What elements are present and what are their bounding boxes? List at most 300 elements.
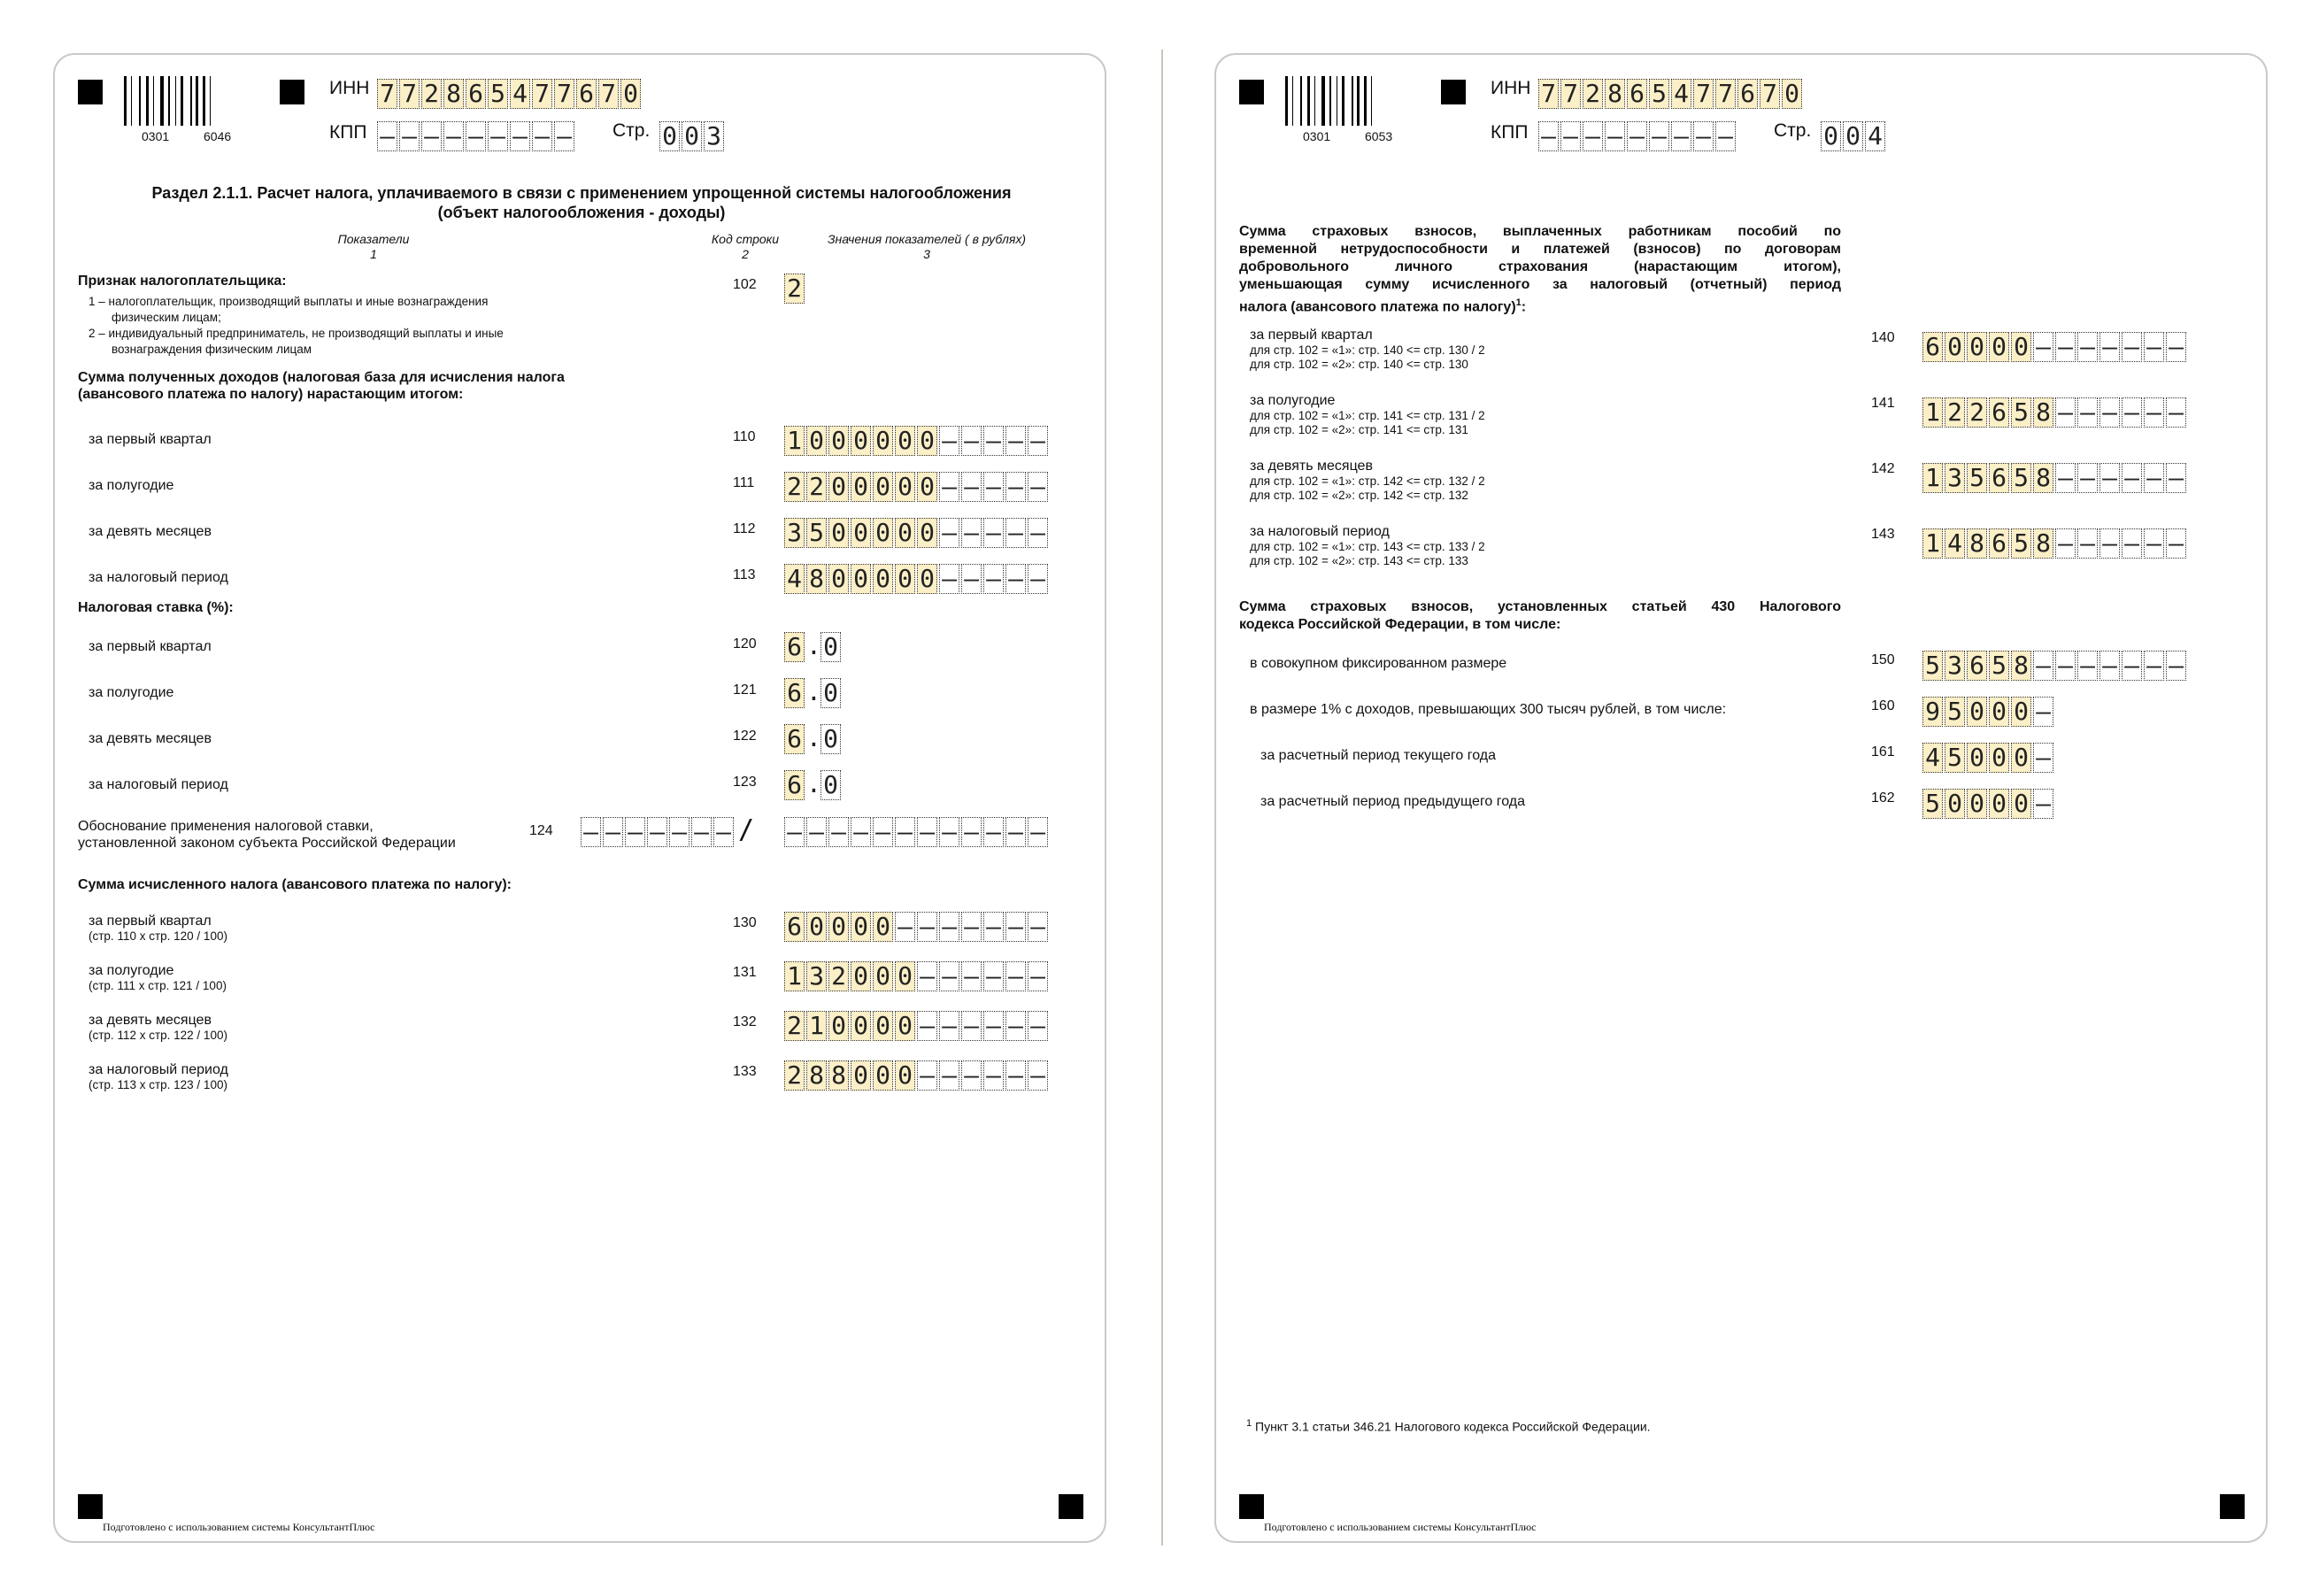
char-cell: – xyxy=(2099,332,2120,362)
char-cell: – xyxy=(1693,121,1714,151)
char-cell: 0 xyxy=(1945,789,1965,819)
line-code: 141 xyxy=(1871,396,1895,411)
line-code: 132 xyxy=(733,1014,757,1029)
char-cell: – xyxy=(2055,651,2076,681)
barcode-bar xyxy=(210,76,212,126)
paid-row-label: за полугодие для стр. 102 = «1»: стр. 141 <= стр. 131 / 2 для стр. 102 = «2»: стр. 141 <= стр. 131 xyxy=(1250,393,1485,436)
alignment-mark xyxy=(78,80,103,104)
char-cell: 7 xyxy=(598,79,619,109)
barcode-bar xyxy=(1357,76,1360,126)
barcode-bar xyxy=(1329,76,1331,126)
barcode-number-right: 6046 xyxy=(204,129,232,143)
char-cell: 0 xyxy=(851,1060,871,1091)
inn-field[interactable] xyxy=(1538,79,1804,109)
fixed-row-label: в размере 1% с доходов, превышающих 300 тысяч рублей, в том числе: xyxy=(1250,702,1727,717)
char-cell: 5 xyxy=(2011,397,2031,428)
char-cell: – xyxy=(851,817,871,847)
char-cell: – xyxy=(1583,121,1603,151)
char-cell: – xyxy=(939,426,959,456)
char-cell: 0 xyxy=(1989,743,2009,773)
char-cell: 0 xyxy=(1945,332,1965,362)
char-cell: 0 xyxy=(851,912,871,942)
barcode-bar xyxy=(1364,76,1367,126)
char-cell: 0 xyxy=(873,1011,893,1041)
char-cell: – xyxy=(1028,564,1048,594)
char-cell: – xyxy=(603,817,623,847)
char-cell: 2 xyxy=(784,274,805,304)
section-subtitle: (объект налогообложения - доходы) xyxy=(437,204,726,221)
char-cell: – xyxy=(399,121,420,151)
rate-value-field[interactable] xyxy=(784,678,843,708)
char-cell: – xyxy=(961,817,982,847)
kpp-label: КПП xyxy=(1491,122,1529,143)
char-cell: – xyxy=(2033,789,2053,819)
paid-contributions-title: Сумма страховых взносов, выплаченных работникам пособий по временной нетрудоспособности и платежей (взносов) по договорам добровольного личного страхования (нарастающим итогом), уменьшающая сумму исчисленного за налоговый (отчетный) период налога (авансового платежа по налогу)$^1$: xyxy=(1239,224,1841,315)
char-cell: 0 xyxy=(828,912,849,942)
fixed-value-field[interactable] xyxy=(1922,743,2055,773)
line-code: 131 xyxy=(733,965,757,980)
char-cell: 2 xyxy=(1945,397,1965,428)
char-cell: – xyxy=(1715,121,1736,151)
paid-value-field[interactable] xyxy=(1922,397,2188,428)
column-header-1: Показатели 1 xyxy=(337,232,410,261)
char-cell: – xyxy=(1028,912,1048,942)
char-cell: 0 xyxy=(2011,789,2031,819)
alignment-mark xyxy=(1239,1494,1264,1519)
char-cell: – xyxy=(2122,528,2142,559)
char-cell: 6 xyxy=(1989,463,2009,493)
char-cell: 0 xyxy=(1989,789,2009,819)
char-cell: – xyxy=(917,1011,937,1041)
char-cell: – xyxy=(443,121,464,151)
calc-row-label: за полугодие (стр. 111 х стр. 121 / 100) xyxy=(89,963,227,992)
char-cell: 0 xyxy=(917,518,937,548)
char-cell: – xyxy=(873,817,893,847)
char-cell: – xyxy=(2166,528,2186,559)
income-title: Сумма полученных доходов (налоговая база для исчисления налога (авансового платежа по налогу) нарастающим итогом: xyxy=(78,370,565,402)
char-cell: 3 xyxy=(704,121,724,151)
char-cell: – xyxy=(917,1060,937,1091)
char-cell: – xyxy=(983,472,1004,502)
char-cell: 6 xyxy=(784,912,805,942)
char-cell: – xyxy=(2166,651,2186,681)
char-cell: – xyxy=(784,817,805,847)
char-cell: – xyxy=(1005,1060,1026,1091)
page-divider xyxy=(1161,50,1163,1546)
char-cell: – xyxy=(1005,564,1026,594)
char-cell: 6 xyxy=(576,79,597,109)
char-cell: – xyxy=(2144,651,2164,681)
char-cell: – xyxy=(421,121,442,151)
rate-value-field[interactable] xyxy=(784,632,843,662)
char-cell: – xyxy=(939,817,959,847)
char-cell: 6 xyxy=(1989,528,2009,559)
footer-note: Подготовлено с использованием системы КонсультантПлюс xyxy=(103,1521,375,1533)
footnote: $^1$ Пункт 3.1 статьи 346.21 Налогового кодекса Российской Федерации. xyxy=(1246,1418,1651,1434)
char-cell: 6 xyxy=(784,770,805,800)
char-cell: 0 xyxy=(895,1060,915,1091)
char-cell: 0 xyxy=(1967,743,1987,773)
char-cell: 5 xyxy=(1922,651,1943,681)
char-cell: 4 xyxy=(1865,121,1885,151)
rate-value-field[interactable] xyxy=(784,724,843,754)
rate-row-label: за полугодие xyxy=(89,685,174,700)
char-cell: – xyxy=(691,817,712,847)
char-cell: – xyxy=(895,912,915,942)
char-cell: – xyxy=(713,817,734,847)
char-cell: – xyxy=(1560,121,1581,151)
decimal-point: . xyxy=(806,723,821,752)
kpp-field[interactable] xyxy=(377,121,576,151)
kpp-field[interactable] xyxy=(1538,121,1737,151)
char-cell: – xyxy=(377,121,397,151)
line-code: 123 xyxy=(733,775,757,790)
char-cell: 7 xyxy=(1693,79,1714,109)
char-cell: – xyxy=(939,1011,959,1041)
barcode-bar xyxy=(1337,76,1338,126)
taxpayer-sign-title: Признак налогоплательщика: xyxy=(78,274,287,289)
char-cell: 2 xyxy=(806,472,827,502)
barcode-bar xyxy=(190,76,192,126)
char-cell: – xyxy=(939,1060,959,1091)
char-cell: 6 xyxy=(1967,651,1987,681)
char-cell: 6 xyxy=(784,632,805,662)
char-cell: – xyxy=(2144,463,2164,493)
char-cell: – xyxy=(1005,817,1026,847)
char-cell: – xyxy=(939,472,959,502)
calc-value-field[interactable] xyxy=(784,961,1050,991)
alignment-mark xyxy=(78,1494,103,1519)
char-cell: 0 xyxy=(851,1011,871,1041)
char-cell: 8 xyxy=(806,564,827,594)
char-cell: 0 xyxy=(895,961,915,991)
char-cell: – xyxy=(1005,1011,1026,1041)
rate-basis-field-1[interactable] xyxy=(581,817,736,847)
char-cell: – xyxy=(510,121,530,151)
char-cell: 5 xyxy=(1989,651,2009,681)
line-code: 111 xyxy=(733,475,755,490)
barcode-bar xyxy=(1321,76,1326,126)
char-cell: – xyxy=(1028,518,1048,548)
fixed-value-field[interactable] xyxy=(1922,651,2188,681)
char-cell: 0 xyxy=(895,472,915,502)
char-cell: – xyxy=(2077,332,2098,362)
char-cell: 0 xyxy=(851,961,871,991)
char-cell: 0 xyxy=(873,1060,893,1091)
line-code: 122 xyxy=(733,729,757,744)
rate-title: Налоговая ставка (%): xyxy=(78,600,234,615)
income-row-label: за первый квартал xyxy=(89,432,212,447)
char-cell: 6 xyxy=(1737,79,1758,109)
char-cell: – xyxy=(895,817,915,847)
char-cell: 8 xyxy=(806,1060,827,1091)
char-cell: 3 xyxy=(1945,463,1965,493)
char-cell: 8 xyxy=(443,79,464,109)
char-cell: – xyxy=(2099,528,2120,559)
income-row-label: за девять месяцев xyxy=(89,524,212,539)
char-cell: 0 xyxy=(2011,743,2031,773)
char-cell: – xyxy=(1627,121,1647,151)
char-cell: – xyxy=(2055,463,2076,493)
char-cell: 0 xyxy=(620,79,641,109)
char-cell: – xyxy=(2099,651,2120,681)
char-cell: – xyxy=(983,912,1004,942)
char-cell: 0 xyxy=(1989,332,2009,362)
barcode-number-left: 0301 xyxy=(142,129,170,143)
barcode-bar xyxy=(1371,76,1373,126)
calc-value-field[interactable] xyxy=(784,912,1050,942)
barcode-number-left: 0301 xyxy=(1303,129,1331,143)
char-cell: 0 xyxy=(1782,79,1802,109)
char-cell: – xyxy=(1028,961,1048,991)
char-cell: – xyxy=(1005,961,1026,991)
char-cell: – xyxy=(961,1060,982,1091)
barcode-bar xyxy=(146,76,149,126)
char-cell: 8 xyxy=(1967,528,1987,559)
barcode-bar xyxy=(124,76,127,126)
char-cell: – xyxy=(1649,121,1669,151)
page-number-label: Стр. xyxy=(612,120,651,141)
line-code: 113 xyxy=(733,567,756,582)
barcode-bar xyxy=(175,76,177,126)
char-cell: 0 xyxy=(821,770,841,800)
char-cell: 2 xyxy=(1583,79,1603,109)
calc-value-field[interactable] xyxy=(784,1060,1050,1091)
rate-basis-field-2[interactable] xyxy=(784,817,1050,847)
alignment-mark xyxy=(1059,1494,1083,1519)
char-cell: 3 xyxy=(1945,651,1965,681)
income-value-field[interactable] xyxy=(784,426,1050,456)
barcode-bar xyxy=(139,76,141,126)
char-cell: 4 xyxy=(784,564,805,594)
char-cell: – xyxy=(1005,912,1026,942)
char-cell: – xyxy=(983,518,1004,548)
char-cell: 0 xyxy=(1967,789,1987,819)
taxpayer-sign-field[interactable] xyxy=(784,274,806,304)
line-code: 140 xyxy=(1871,330,1895,345)
rate-basis-label: Обоснование применения налоговой ставки, установленной законом субъекта Российской Федерации xyxy=(78,819,456,851)
char-cell: 0 xyxy=(873,518,893,548)
decimal-point: . xyxy=(806,631,821,660)
char-cell: 0 xyxy=(873,426,893,456)
line-code: 121 xyxy=(733,682,757,698)
line-code: 162 xyxy=(1871,790,1895,806)
page-number-field xyxy=(659,121,726,151)
char-cell: 8 xyxy=(2033,528,2053,559)
char-cell: – xyxy=(2166,463,2186,493)
char-cell: – xyxy=(2122,463,2142,493)
column-header-3: Значения показателей ( в рублях) 3 xyxy=(827,232,1027,261)
char-cell: 0 xyxy=(873,961,893,991)
income-value-field[interactable] xyxy=(784,472,1050,502)
char-cell: 6 xyxy=(784,724,805,754)
char-cell: 0 xyxy=(659,121,680,151)
inn-field[interactable] xyxy=(377,79,643,109)
barcode xyxy=(1285,76,1363,126)
char-cell: – xyxy=(961,426,982,456)
char-cell: – xyxy=(983,1060,1004,1091)
rate-row-label: за первый квартал xyxy=(89,639,212,654)
char-cell: 0 xyxy=(917,564,937,594)
char-cell: – xyxy=(939,518,959,548)
paid-value-field[interactable] xyxy=(1922,528,2188,559)
char-cell: 1 xyxy=(784,961,805,991)
line-code: 102 xyxy=(733,277,757,292)
income-row-label: за налоговый период xyxy=(89,570,228,585)
char-cell: 1 xyxy=(806,1011,827,1041)
char-cell: – xyxy=(1005,518,1026,548)
char-cell: 8 xyxy=(2033,463,2053,493)
fixed-row-label: за расчетный период текущего года xyxy=(1260,748,1496,763)
char-cell: – xyxy=(1005,472,1026,502)
char-cell: 0 xyxy=(873,472,893,502)
char-cell: 0 xyxy=(873,912,893,942)
kpp-label: КПП xyxy=(329,122,367,143)
char-cell: 6 xyxy=(466,79,486,109)
char-cell: 0 xyxy=(851,472,871,502)
char-cell: – xyxy=(939,961,959,991)
char-cell: 0 xyxy=(821,724,841,754)
fixed-value-field[interactable] xyxy=(1922,697,2055,727)
char-cell: 7 xyxy=(554,79,574,109)
char-cell: 0 xyxy=(873,564,893,594)
line-code: 130 xyxy=(733,915,757,930)
char-cell: 5 xyxy=(1945,697,1965,727)
char-cell: – xyxy=(828,817,849,847)
paid-row-label: за налоговый период для стр. 102 = «1»: стр. 143 <= стр. 133 / 2 для стр. 102 = «2»: стр. 143 <= стр. 133 xyxy=(1250,524,1485,567)
char-cell: 4 xyxy=(510,79,530,109)
income-value-field[interactable] xyxy=(784,564,1050,594)
char-cell: 5 xyxy=(1922,789,1943,819)
char-cell: – xyxy=(2166,332,2186,362)
char-cell: – xyxy=(625,817,645,847)
barcode-bar xyxy=(181,76,183,126)
line-code: 120 xyxy=(733,636,757,652)
line-code: 161 xyxy=(1871,744,1895,759)
char-cell: – xyxy=(2122,332,2142,362)
char-cell: 0 xyxy=(2011,332,2031,362)
char-cell: – xyxy=(554,121,574,151)
char-cell: 5 xyxy=(806,518,827,548)
char-cell: – xyxy=(917,817,937,847)
char-cell: 0 xyxy=(895,518,915,548)
barcode-bar xyxy=(160,76,165,126)
char-cell: – xyxy=(1028,1011,1048,1041)
char-cell: – xyxy=(983,564,1004,594)
char-cell: – xyxy=(2144,397,2164,428)
char-cell: – xyxy=(2033,332,2053,362)
char-cell: – xyxy=(1028,472,1048,502)
char-cell: 7 xyxy=(377,79,397,109)
char-cell: 0 xyxy=(682,121,702,151)
alignment-mark xyxy=(1239,80,1264,104)
char-cell: 0 xyxy=(828,426,849,456)
inn-label: ИНН xyxy=(329,78,370,98)
taxpayer-sign-note: 1 – налогоплательщик, производящий выплаты и иные вознаграждения физическим лицам; 2 – индивидуальный предприниматель, не производящий выплаты и иные вознаграждения физическим лицам xyxy=(89,295,504,356)
char-cell: 0 xyxy=(806,426,827,456)
char-cell: 4 xyxy=(1922,743,1943,773)
char-cell: – xyxy=(961,564,982,594)
char-cell: – xyxy=(961,518,982,548)
char-cell: – xyxy=(2055,332,2076,362)
calc-value-field[interactable] xyxy=(784,1011,1050,1041)
paid-row-label: за первый квартал для стр. 102 = «1»: стр. 140 <= стр. 130 / 2 для стр. 102 = «2»: стр. 140 <= стр. 130 xyxy=(1250,328,1485,371)
line-code: 142 xyxy=(1871,461,1895,476)
char-cell: – xyxy=(983,426,1004,456)
barcode-bar xyxy=(168,76,170,126)
char-cell: 0 xyxy=(1843,121,1863,151)
char-cell: – xyxy=(2166,397,2186,428)
char-cell: 2 xyxy=(421,79,442,109)
char-cell: 0 xyxy=(917,426,937,456)
char-cell: – xyxy=(2055,528,2076,559)
char-cell: 1 xyxy=(1922,528,1943,559)
line-code: 112 xyxy=(733,521,756,536)
paid-row-label: за девять месяцев для стр. 102 = «1»: стр. 142 <= стр. 132 / 2 для стр. 102 = «2»: стр. 142 <= стр. 132 xyxy=(1250,459,1485,502)
alignment-mark xyxy=(1441,80,1466,104)
char-cell: – xyxy=(961,1011,982,1041)
page-number-field xyxy=(1821,121,1887,151)
char-cell: – xyxy=(2077,528,2098,559)
form-page-3 xyxy=(53,53,1106,1543)
char-cell: 5 xyxy=(1649,79,1669,109)
char-cell: 4 xyxy=(1945,528,1965,559)
char-cell: 6 xyxy=(1922,332,1943,362)
barcode-bar xyxy=(1285,76,1288,126)
paid-value-field[interactable] xyxy=(1922,332,2188,362)
char-cell: – xyxy=(466,121,486,151)
income-value-field[interactable] xyxy=(784,518,1050,548)
char-cell: 0 xyxy=(851,426,871,456)
column-header-2: Код строки 2 xyxy=(711,232,780,261)
char-cell: – xyxy=(1028,817,1048,847)
char-cell: – xyxy=(961,961,982,991)
char-cell: – xyxy=(983,961,1004,991)
char-cell: – xyxy=(2077,651,2098,681)
fixed-value-field[interactable] xyxy=(1922,789,2055,819)
page-number-label: Стр. xyxy=(1774,120,1812,141)
barcode-bar xyxy=(1314,76,1316,126)
char-cell: – xyxy=(961,472,982,502)
char-cell: 8 xyxy=(1605,79,1625,109)
char-cell: 0 xyxy=(1821,121,1841,151)
barcode-bar xyxy=(1352,76,1353,126)
char-cell: 5 xyxy=(488,79,508,109)
char-cell: 0 xyxy=(851,564,871,594)
barcode-bar xyxy=(1300,76,1302,126)
char-cell: 0 xyxy=(806,912,827,942)
paid-value-field[interactable] xyxy=(1922,463,2188,493)
char-cell: – xyxy=(917,912,937,942)
char-cell: – xyxy=(2033,651,2053,681)
rate-value-field[interactable] xyxy=(784,770,843,800)
char-cell: 0 xyxy=(1967,332,1987,362)
char-cell: 2 xyxy=(784,1060,805,1091)
inn-label: ИНН xyxy=(1491,78,1531,98)
char-cell: 1 xyxy=(1922,397,1943,428)
barcode-number-right: 6053 xyxy=(1365,129,1393,143)
calc-row-label: за первый квартал (стр. 110 х стр. 120 / 100) xyxy=(89,914,227,943)
char-cell: 9 xyxy=(1922,697,1943,727)
char-cell: – xyxy=(939,564,959,594)
barcode-bar xyxy=(203,76,205,126)
char-cell: 3 xyxy=(806,961,827,991)
barcode-bar xyxy=(1342,76,1344,126)
fixed-contributions-title: Сумма страховых взносов, установленных статьей 430 Налогового кодекса Российской Федерации, в том числе: xyxy=(1239,599,1841,632)
char-cell: 6 xyxy=(1989,397,2009,428)
char-cell: – xyxy=(2144,332,2164,362)
line-code: 150 xyxy=(1871,652,1895,667)
